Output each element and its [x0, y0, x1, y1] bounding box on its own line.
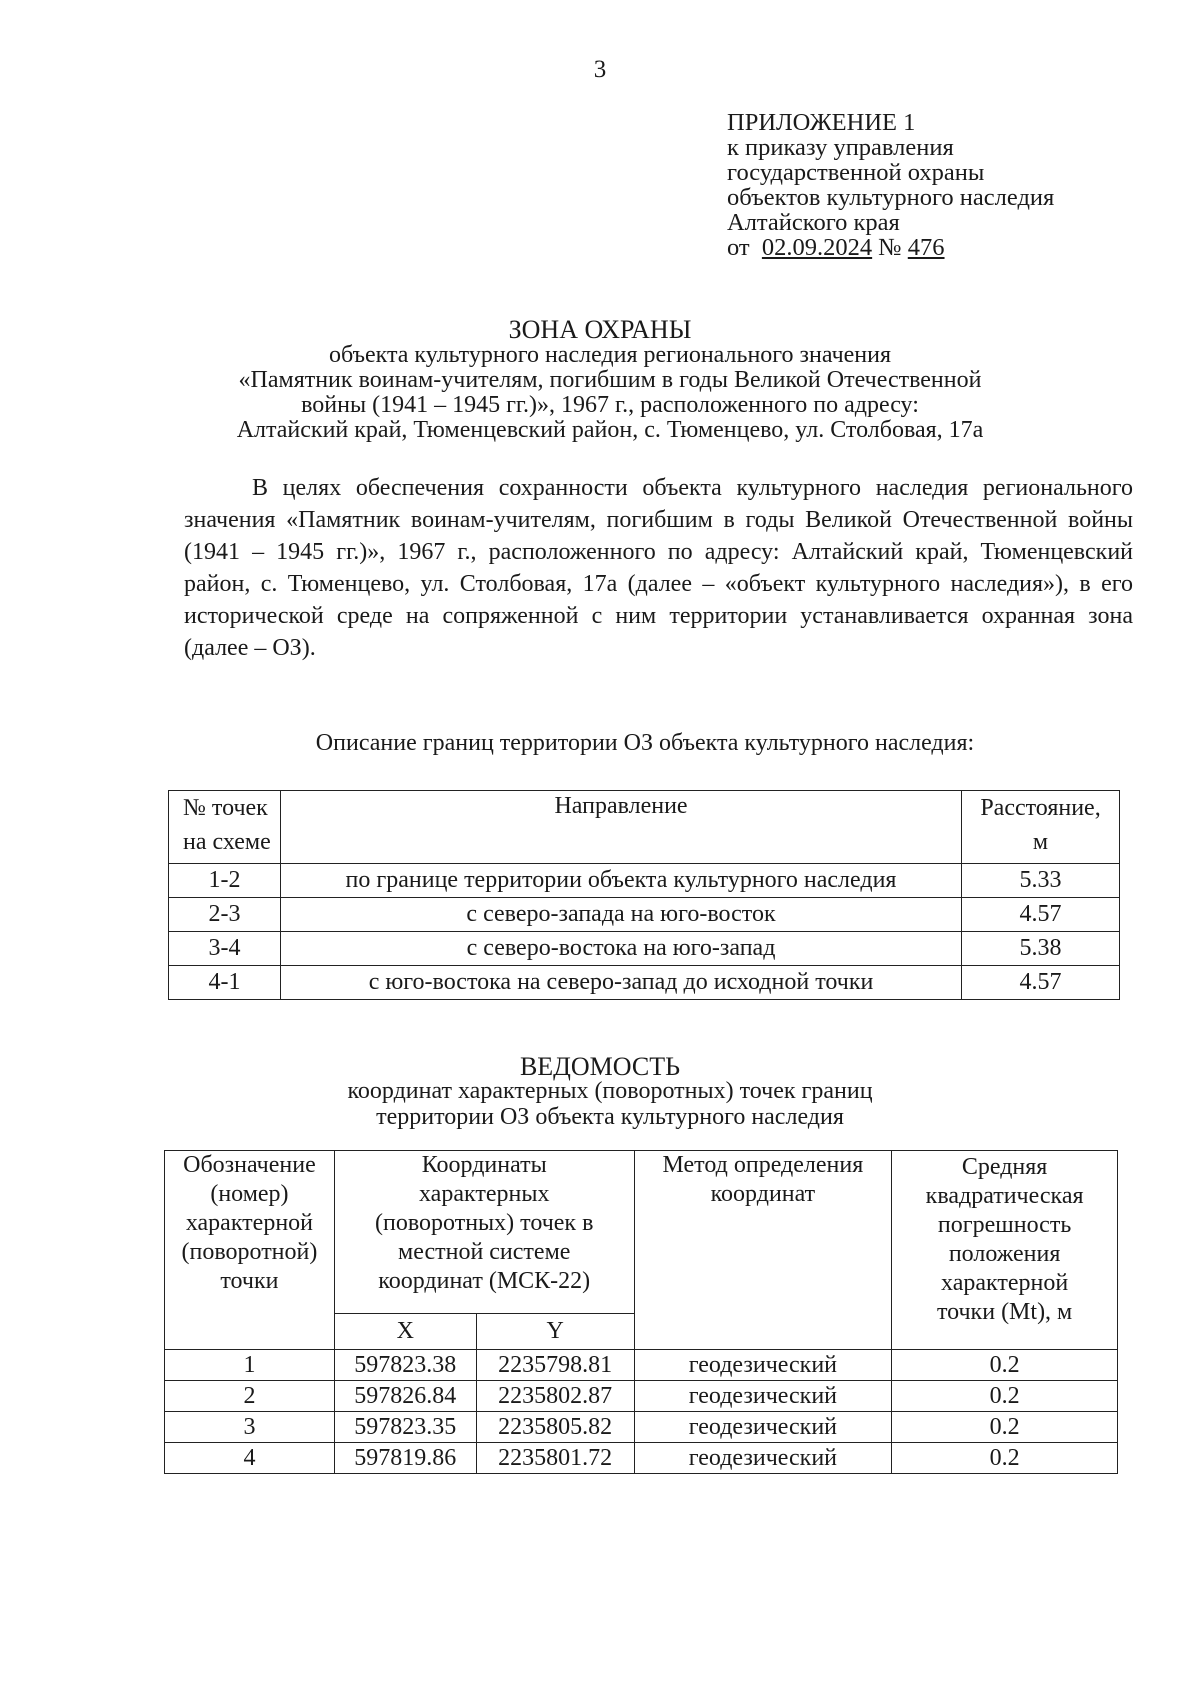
coords-header-line: (поворотных) точек в	[375, 1210, 594, 1236]
error-cell: 0.2	[892, 1412, 1118, 1443]
table-row	[165, 1350, 1118, 1381]
designation-header-line: (поворотной)	[181, 1239, 318, 1265]
vedomost-title: ВЕДОМОСТЬ	[519, 1052, 681, 1081]
coordinates-table	[164, 1150, 1118, 1474]
points-header-line2: на схеме	[183, 829, 271, 855]
number-prefix: №	[878, 234, 902, 261]
method-cell: геодезический	[634, 1443, 892, 1474]
boundary-header-row	[169, 791, 1120, 864]
appendix-date-line	[727, 235, 1054, 260]
coords-header-line: Координаты	[421, 1152, 547, 1178]
boundary-caption: Описание границ территории ОЗ объекта культурного наследия:	[315, 730, 975, 756]
zone-subtitle-line: войны (1941 – 1945 гг.)», 1967 г., расположенного по адресу:	[301, 392, 919, 418]
points-header-line1: № точек	[183, 795, 268, 821]
method-cell: геодезический	[634, 1412, 892, 1443]
designation-header-line: точки	[220, 1268, 279, 1294]
direction-cell: с северо-запада на юго-восток	[280, 898, 961, 932]
x-cell: 597823.35	[334, 1412, 476, 1443]
appendix-line: объектов культурного наследия	[727, 184, 1055, 211]
main-paragraph	[184, 472, 1133, 664]
boundary-table	[168, 790, 1120, 1000]
direction-cell: по границе территории объекта культурного наследия	[280, 864, 961, 898]
method-header	[634, 1151, 892, 1350]
table-row	[169, 898, 1120, 932]
points-header	[169, 791, 281, 864]
table-row	[165, 1412, 1118, 1443]
table-row	[169, 966, 1120, 1000]
designation-header-line: характерной	[185, 1210, 314, 1236]
vedomost-subtitle-line: координат характерных (поворотных) точек границ	[347, 1078, 873, 1104]
distance-header-line1: Расстояние,	[980, 795, 1101, 821]
direction-header: Направление	[280, 791, 961, 864]
coords-header-line: координат (МСК-22)	[378, 1268, 591, 1294]
zone-subtitle-line: объекта культурного наследия регионального значения	[328, 342, 892, 368]
date-prefix: от	[727, 234, 750, 261]
y-cell: 2235801.72	[476, 1443, 634, 1474]
method-cell: геодезический	[634, 1350, 892, 1381]
y-cell: 2235802.87	[476, 1381, 634, 1412]
direction-cell: с юго-востока на северо-запад до исходной точки	[280, 966, 961, 1000]
order-number: 476	[907, 234, 945, 261]
page-number: 3	[593, 56, 607, 83]
error-cell: 0.2	[892, 1443, 1118, 1474]
error-header-line: погрешность	[937, 1212, 1072, 1238]
coords-header	[334, 1151, 634, 1314]
x-cell: 597826.84	[334, 1381, 476, 1412]
direction-cell: с северо-востока на юго-запад	[280, 932, 961, 966]
error-header	[892, 1151, 1118, 1350]
table-row	[165, 1443, 1118, 1474]
point-cell: 1	[165, 1350, 335, 1381]
point-cell: 2	[165, 1381, 335, 1412]
distance-header-line2: м	[1032, 829, 1049, 855]
x-cell: 597823.38	[334, 1350, 476, 1381]
point-cell: 4	[165, 1443, 335, 1474]
appendix-title: ПРИЛОЖЕНИЕ 1	[727, 109, 916, 136]
y-header: Y	[476, 1314, 634, 1350]
coord-header-row	[165, 1151, 1118, 1314]
order-date: 02.09.2024	[761, 234, 873, 261]
coords-header-line: местной системе	[398, 1239, 571, 1265]
vedomost-subtitle	[150, 1078, 1070, 1130]
error-header-line: положения	[948, 1241, 1061, 1267]
point-cell: 3	[165, 1412, 335, 1443]
error-cell: 0.2	[892, 1350, 1118, 1381]
vedomost-subtitle-line: территории ОЗ объекта культурного наследия	[376, 1104, 844, 1130]
table-row	[165, 1381, 1118, 1412]
zone-subtitle	[150, 343, 1070, 443]
distance-cell: 4.57	[962, 898, 1120, 932]
error-header-line: точки (Mt), м	[936, 1299, 1073, 1325]
paragraph-text: В целях обеспечения сохранности объекта культурного наследия регионального значения «Памятник воинам-учителям, погибшим в годы Великой Отечественной войны (1941 – 1945 гг.)», 1967 г., расположенного по адресу: Алтайский край, Тюменцевский район, с. Тюменцево, ул. Столбовая, 17а (далее – «объект культурного наследия»), в его исторической среде на сопряженной с ним территории устанавливается охранная зона (далее – ОЗ).	[184, 475, 1133, 661]
designation-header-line: (номер)	[210, 1181, 289, 1207]
appendix-line: к приказу управления	[727, 134, 954, 161]
table-row	[169, 864, 1120, 898]
y-cell: 2235805.82	[476, 1412, 634, 1443]
y-cell: 2235798.81	[476, 1350, 634, 1381]
zone-subtitle-line: «Памятник воинам-учителям, погибшим в годы Великой Отечественной	[238, 367, 982, 393]
method-header-line: Метод определения	[662, 1152, 864, 1178]
x-cell: 597819.86	[334, 1443, 476, 1474]
points-cell: 4-1	[169, 966, 281, 1000]
method-header-line: координат	[710, 1181, 816, 1207]
designation-header	[165, 1151, 335, 1350]
table-row	[169, 932, 1120, 966]
designation-header-line: Обозначение	[183, 1152, 316, 1178]
coords-header-line: характерных	[419, 1181, 550, 1207]
zone-subtitle-line: Алтайский край, Тюменцевский район, с. Тюменцево, ул. Столбовая, 17а	[236, 417, 984, 443]
error-cell: 0.2	[892, 1381, 1118, 1412]
zone-title: ЗОНА ОХРАНЫ	[508, 315, 692, 344]
error-header-line: Средняя	[961, 1154, 1048, 1180]
error-header-line: характерной	[941, 1270, 1069, 1296]
appendix-line: государственной охраны	[727, 159, 985, 186]
distance-header	[962, 791, 1120, 864]
error-header-line: квадратическая	[925, 1183, 1084, 1209]
x-header: X	[334, 1314, 476, 1350]
distance-cell: 5.33	[962, 864, 1120, 898]
points-cell: 3-4	[169, 932, 281, 966]
distance-cell: 4.57	[962, 966, 1120, 1000]
appendix-block	[727, 110, 1054, 260]
points-cell: 2-3	[169, 898, 281, 932]
distance-cell: 5.38	[962, 932, 1120, 966]
appendix-line: Алтайского края	[727, 209, 900, 236]
method-cell: геодезический	[634, 1381, 892, 1412]
points-cell: 1-2	[169, 864, 281, 898]
